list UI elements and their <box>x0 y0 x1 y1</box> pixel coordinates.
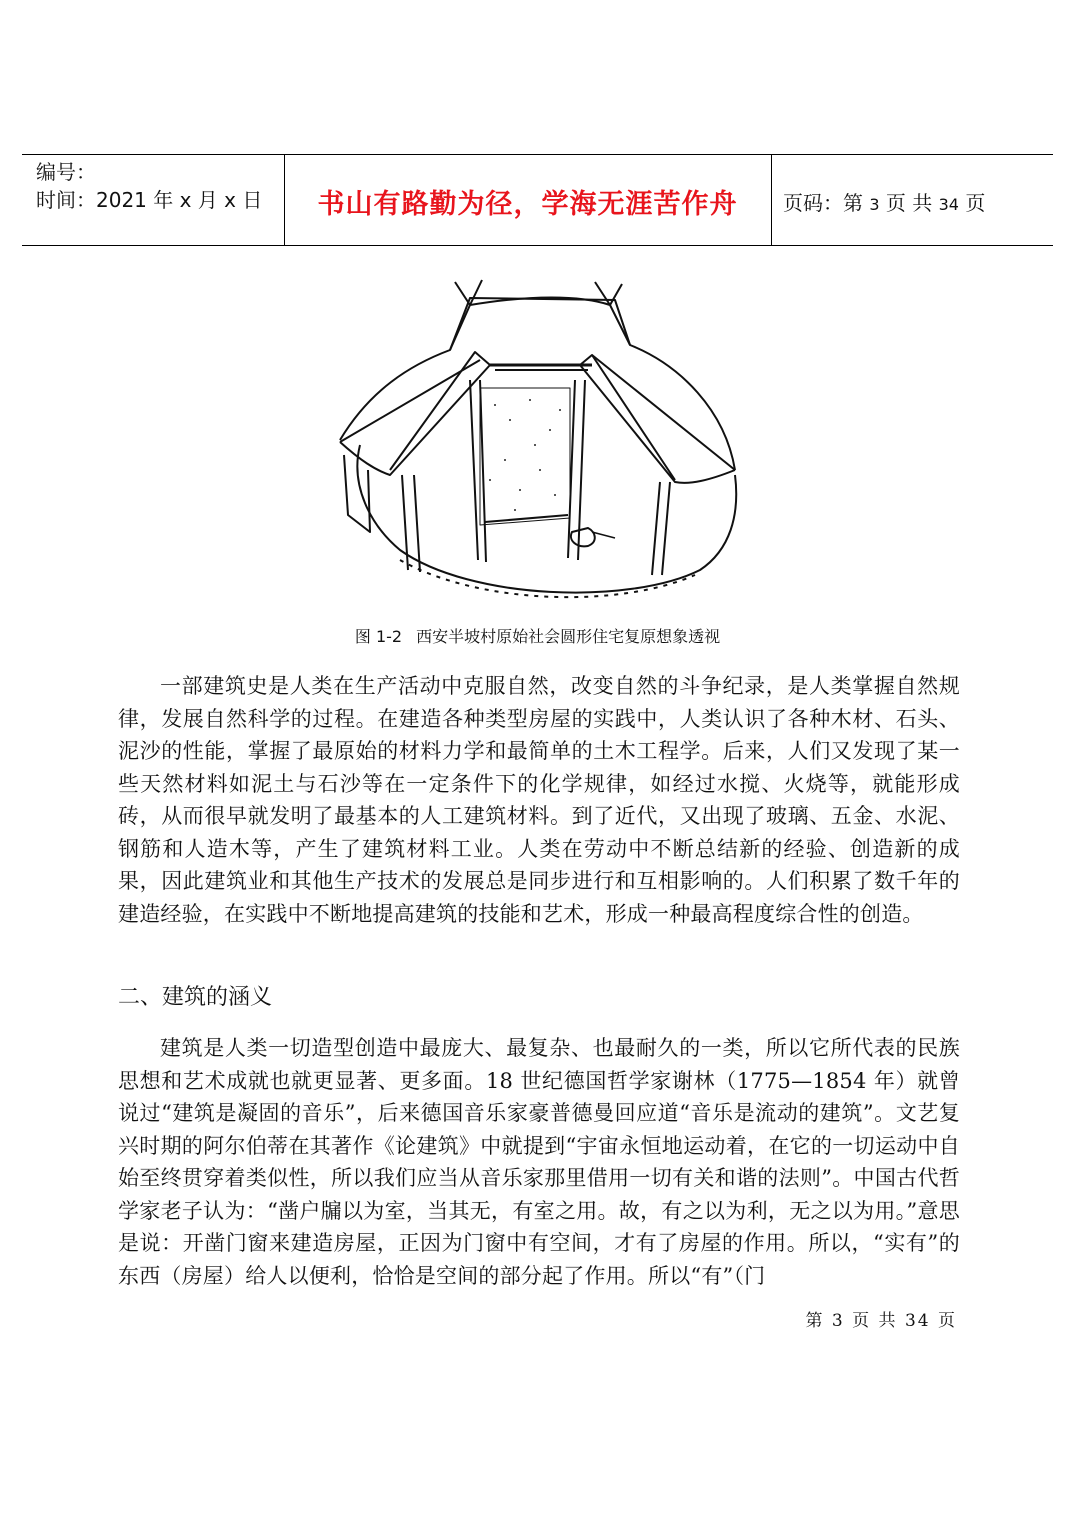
page-prefix: 页码：第 <box>783 191 863 215</box>
document-number-label: 编号： <box>36 160 96 184</box>
page-total: 34 <box>938 195 959 214</box>
header-meta <box>36 159 262 213</box>
figure-caption <box>0 624 1075 647</box>
figure-number: 图 1-2 <box>354 627 403 646</box>
header-page-indicator <box>783 187 985 216</box>
page-footer: 第 3 页 共 34 页 <box>805 1311 957 1331</box>
document-time: 时间：2021 年 x 月 x 日 <box>36 188 263 212</box>
header-motto: 书山有路勤为径，学海无涯苦作舟 <box>317 188 738 220</box>
header-table <box>22 154 1053 246</box>
round-dwelling-illustration <box>330 270 750 610</box>
body-paragraph: 建筑是人类一切造型创造中最庞大、最复杂、也最耐久的一类，所以它所代表的民族思想和艺术成就也就更显著、更多面。18 世纪德国哲学家谢林（1775—1854 年）就曾说过“建筑是凝固的音乐”，后来德国音乐家豪普德曼回应道“音乐是流动的建筑”。文艺复兴时期的阿尔伯蒂在其著作《论建筑》中就提到“宇宙永恒地运动着，在它的一切运动中自始至终贯穿着类似性，所以我们应当从音乐家那里借用一切有关和谐的法则”。中国古代哲学家老子认为：“凿户牖以为室，当其无，有室之用。故，有之以为利，无之以为用。”意思是说：开凿门窗来建造房屋，正因为门窗中有空间，才有了房屋的作用。所以，“实有”的东西（房屋）给人以便利，恰恰是空间的部分起了作用。所以“有”（门 <box>118 1036 960 1288</box>
figure-caption-text: 西安半坡村原始社会圆形住宅复原想象透视 <box>416 627 721 646</box>
section-heading: 二、建筑的涵义 <box>118 985 273 1010</box>
page-suffix: 页 <box>965 191 986 215</box>
body-paragraph: 一部建筑史是人类在生产活动中克服自然，改变自然的斗争纪录，是人类掌握自然规律，发展自然科学的过程。在建造各种类型房屋的实践中，人类认识了各种木材、石头、泥沙的性能，掌握了最原始的材料力学和最简单的土木工程学。后来，人们又发现了某一些天然材料如泥土与石沙等在一定条件下的化学规律，如经过水搅、火烧等，就能形成砖，从而很早就发明了最基本的人工建筑材料。到了近代，又出现了玻璃、五金、水泥、钢筋和人造木等，产生了建筑材料工业。人类在劳动中不断总结新的经验、创造新的成果，因此建筑业和其他生产技术的发展总是同步进行和互相影响的。人们积累了数千年的建造经验，在实践中不断地提高建筑的技能和艺术，形成一种最高程度综合性的创造。 <box>118 674 960 926</box>
page-current: 3 <box>869 195 880 214</box>
page-mid: 页 共 <box>885 191 933 215</box>
header-divider <box>771 155 772 245</box>
